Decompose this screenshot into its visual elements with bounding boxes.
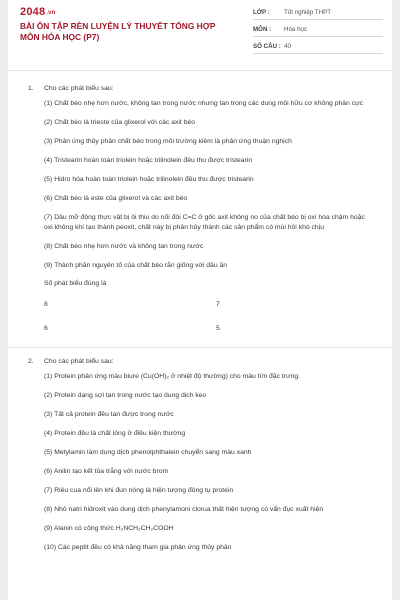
question-header	[22, 358, 378, 365]
question-list	[8, 71, 392, 553]
meta-row-question-count	[253, 40, 383, 54]
question-prompt: Cho các phát biểu sau:	[44, 358, 114, 365]
meta-row-class	[253, 6, 383, 20]
statement: (8) Chất béo nhẹ hơn nước và không tan trong nước	[44, 243, 204, 250]
meta-value: Tốt nghiệp THPT	[284, 9, 332, 16]
statement: (6) Chất béo là este của glixerol và các axit béo	[44, 195, 188, 202]
meta-value: Hóa học	[284, 26, 308, 33]
meta-key: LỚP :	[253, 9, 270, 16]
meta-value: 40	[284, 43, 291, 50]
statement: (9) Alanin có công thức H₂NCH₂CH₂COOH	[44, 525, 174, 532]
answer-options	[44, 301, 378, 335]
statement: (1) Protein phản ứng màu biure (Cu(OH)₂ ở nhiệt độ thường) cho màu tím đặc trưng.	[44, 373, 301, 380]
question-2	[22, 358, 378, 553]
logo-text: 2048	[20, 6, 46, 18]
statement: (3) Tất cả protein đều tan được trong nước	[44, 411, 174, 418]
document-meta	[253, 6, 383, 57]
statement-list	[44, 372, 378, 553]
answer-option[interactable]: 8	[44, 301, 48, 308]
question-number: 2.	[28, 358, 34, 365]
statement: (4) Tristearin hoàn toàn triolein hoặc trilinolein đều thu được tristearin	[44, 157, 253, 164]
answer-option[interactable]: 7	[216, 301, 220, 308]
statement: (10) Các peptit đều có khả năng tham gia phản ứng thủy phân	[44, 544, 232, 551]
logo-suffix: .vn	[46, 10, 56, 16]
statement: (2) Chất béo là trieste của glixerol với các axit béo	[44, 119, 196, 126]
statement: (8) Nhỏ natri hidroxit vào dung dịch phenylamoni clorua thất hiện tượng có vẩn đục xuất hiện	[44, 506, 324, 513]
question-number: 1.	[28, 85, 34, 92]
question-ask: Số phát biểu đúng là	[44, 280, 107, 287]
meta-key: SỐ CÂU :	[253, 43, 281, 50]
answer-option[interactable]: 6	[44, 325, 48, 332]
statement: (6) Anilin tạo kết tủa trắng với nước brom	[44, 468, 169, 475]
statement: (3) Phản ứng thủy phân chất béo trong môi trường kiềm là phản ứng thuận nghịch	[44, 138, 292, 145]
meta-row-subject	[253, 23, 383, 37]
question-prompt: Cho các phát biểu sau:	[44, 85, 114, 92]
question-divider	[8, 347, 392, 348]
answer-option[interactable]: 5	[216, 325, 220, 332]
statement: (7) Dầu mỡ động thực vật bị ôi thiu do nối đôi C=C ở gốc axit không no của chất béo bị oxi hóa chậm hoặc oxi không khí tạo thành peoxit, chất này bị phân hủy thành các sản phẩm có mùi hôi khó chịu	[44, 214, 365, 231]
statement: (5) Hidro hóa hoàn toàn triolein hoặc trilinolein đều thu được tristearin	[44, 176, 254, 183]
question-header	[22, 85, 378, 92]
statement: (5) Metylamin làm dung dịch phenolphthalein chuyển sang màu xanh	[44, 449, 252, 456]
statement-list	[44, 99, 378, 271]
document-title: BÀI ÔN TẬP RÈN LUYỆN LÝ THUYẾT TỔNG HỢP MÔN HÓA HỌC (P7)	[20, 21, 216, 42]
document-header	[8, 0, 392, 71]
statement: (2) Protein dạng sợi tan trong nước tạo dung dịch keo	[44, 392, 207, 399]
meta-key: MÔN :	[253, 26, 272, 33]
statement: (4) Protein đều là chất lỏng ở điều kiện thường	[44, 430, 186, 437]
statement: (9) Thành phần nguyên tố của chất béo rắn giống với dầu ăn	[44, 262, 228, 269]
statement: (7) Riêu cua nổi lên khi đun nóng là hiện tượng đông tụ protein	[44, 487, 234, 494]
question-1	[22, 85, 378, 335]
document-page	[8, 0, 392, 600]
statement: (1) Chất béo nhẹ hơn nước, không tan trong nước nhưng tan trong các dung môi hữu cơ không phân cực	[44, 100, 364, 107]
